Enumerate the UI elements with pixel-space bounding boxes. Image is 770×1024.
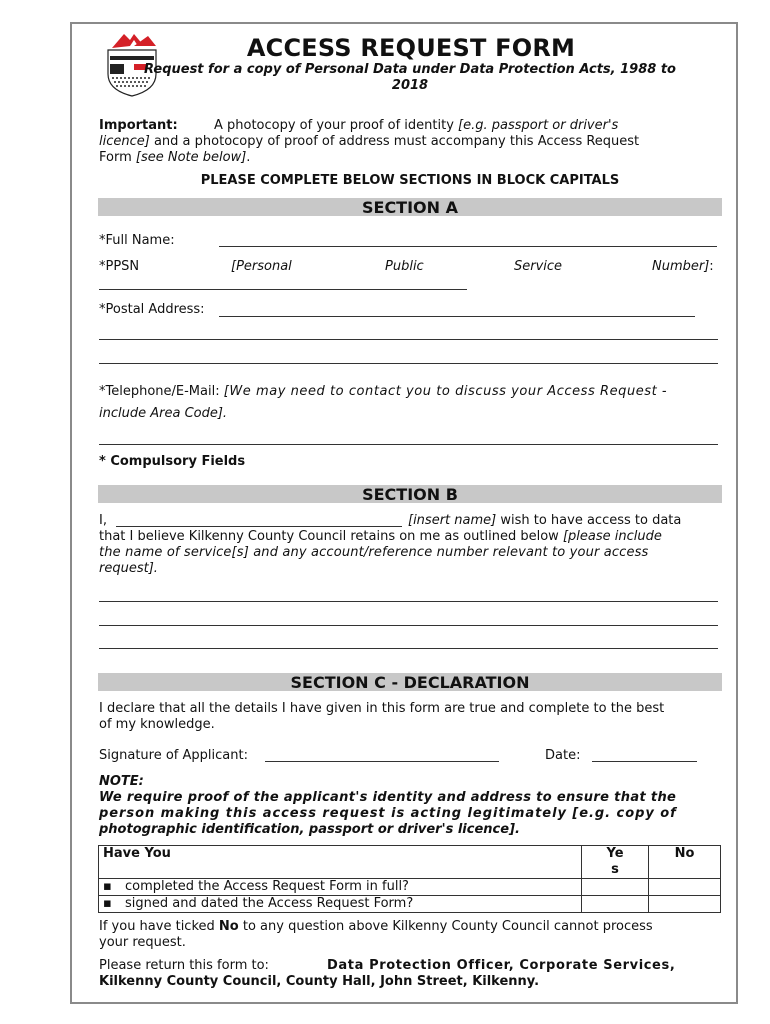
ppsn-word-public: Public bbox=[385, 259, 424, 274]
insert-name-field[interactable] bbox=[116, 526, 402, 527]
note-line2: person making this access request is acting legitimately [e.g. copy of bbox=[99, 806, 677, 821]
no-checkbox-signed[interactable] bbox=[649, 896, 721, 913]
ppsn-word-service: Service bbox=[514, 259, 563, 274]
yes-checkbox-signed[interactable] bbox=[582, 896, 649, 913]
return-address-line1: Data Protection Officer, Corporate Services, bbox=[327, 958, 676, 973]
section-b-line2: that I believe Kilkenny County Council retains on me as outlined below [please include bbox=[99, 529, 662, 544]
ticked-line1: If you have ticked No to any question above Kilkenny County Council cannot process bbox=[99, 919, 653, 934]
block-capitals-instruction: PLEASE COMPLETE BELOW SECTIONS IN BLOCK CAPITALS bbox=[200, 173, 620, 188]
form-subtitle bbox=[140, 62, 680, 94]
data-request-field-line1[interactable] bbox=[99, 601, 718, 602]
signature-field[interactable] bbox=[265, 761, 499, 762]
important-label: Important: bbox=[99, 118, 178, 133]
section-b-intro: I, bbox=[99, 513, 107, 528]
subtitle-line2: 2018 bbox=[391, 78, 429, 93]
important-line3: Form [see Note below]. bbox=[99, 150, 251, 165]
data-request-field-line2[interactable] bbox=[99, 625, 718, 626]
section-b-line1: [insert name] wish to have access to data bbox=[408, 513, 682, 528]
col-have-you: Have You bbox=[103, 846, 171, 861]
checklist-header-row bbox=[99, 846, 721, 879]
declaration-line1: I declare that all the details I have given in this form are true and complete to the best bbox=[99, 701, 665, 716]
telephone-line2: include Area Code]. bbox=[99, 406, 228, 421]
data-request-field-line3[interactable] bbox=[99, 648, 718, 649]
section-b-header: SECTION B bbox=[98, 485, 722, 503]
ticked-line2: your request. bbox=[99, 935, 186, 950]
checklist-item-signed: signed and dated the Access Request Form? bbox=[125, 896, 414, 911]
return-label: Please return this form to: bbox=[99, 958, 269, 973]
telephone-line1: *Telephone/E-Mail: [We may need to contact you to discuss your Access Request - bbox=[99, 384, 668, 399]
note-label: NOTE: bbox=[99, 774, 144, 789]
compulsory-fields-note: * Compulsory Fields bbox=[99, 454, 246, 469]
no-checkbox-completed[interactable] bbox=[649, 879, 721, 896]
table-row: ▪ signed and dated the Access Request Form? bbox=[99, 896, 721, 913]
date-field[interactable] bbox=[592, 761, 697, 762]
checklist-item-completed: completed the Access Request Form in full? bbox=[125, 879, 409, 894]
col-yes: Ye s bbox=[582, 846, 649, 879]
return-address-line2: Kilkenny County Council, County Hall, John Street, Kilkenny. bbox=[99, 974, 540, 989]
postal-address-field-line1[interactable] bbox=[219, 316, 695, 317]
table-row: ▪ completed the Access Request Form in full? bbox=[99, 879, 721, 896]
ppsn-word-number: Number]: bbox=[652, 259, 714, 274]
form-title: ACCESS REQUEST FORM bbox=[246, 34, 576, 62]
section-c-header: SECTION C - DECLARATION bbox=[98, 673, 722, 691]
postal-address-label: *Postal Address: bbox=[99, 302, 205, 317]
signature-label: Signature of Applicant: bbox=[99, 748, 248, 763]
date-label: Date: bbox=[545, 748, 581, 763]
important-line1: Important: A photocopy of your proof of identity [e.g. passport or driver's bbox=[99, 118, 619, 133]
declaration-line2: of my knowledge. bbox=[99, 717, 215, 732]
full-name-label: *Full Name: bbox=[99, 233, 175, 248]
important-line2: licence] and a photocopy of proof of address must accompany this Access Request bbox=[99, 134, 640, 149]
yes-checkbox-completed[interactable] bbox=[582, 879, 649, 896]
ppsn-word-personal: [Personal bbox=[231, 259, 292, 274]
telephone-label: *Telephone/E-Mail: bbox=[99, 384, 220, 399]
postal-address-field-line2[interactable] bbox=[99, 339, 718, 340]
note-line3: photographic identification, passport or driver's licence]. bbox=[99, 822, 520, 837]
note-line1: We require proof of the applicant's identity and address to ensure that the bbox=[99, 790, 677, 805]
section-b-line4: request]. bbox=[99, 561, 158, 576]
subtitle-line1: Request for a copy of Personal Data under Data Protection Acts, 1988 to bbox=[144, 62, 676, 77]
section-a-header: SECTION A bbox=[98, 198, 722, 216]
telephone-email-field[interactable] bbox=[99, 444, 718, 445]
ppsn-field[interactable] bbox=[99, 289, 467, 290]
ppsn-label: *PPSN bbox=[99, 259, 140, 274]
checklist-table bbox=[98, 845, 721, 913]
postal-address-field-line3[interactable] bbox=[99, 363, 718, 364]
col-no: No bbox=[674, 846, 695, 861]
full-name-field[interactable] bbox=[219, 246, 717, 247]
section-b-line3: the name of service[s] and any account/reference number relevant to your access bbox=[99, 545, 649, 560]
